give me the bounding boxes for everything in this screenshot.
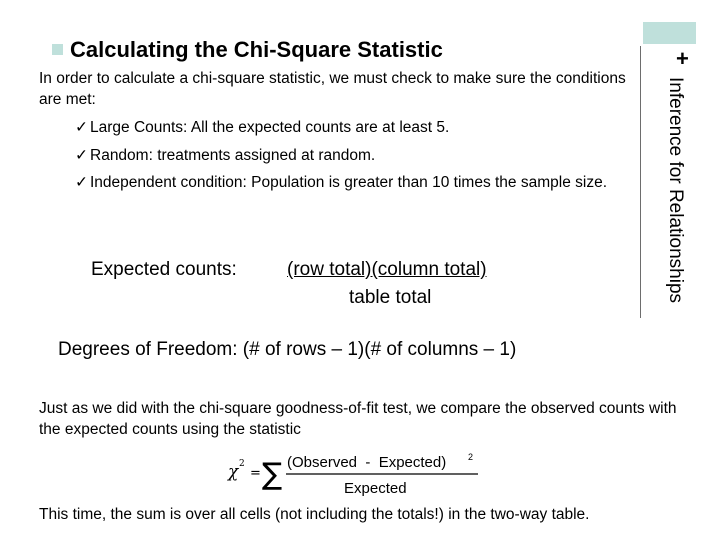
expected-counts-numerator: (row total)(column total): [287, 259, 487, 280]
sum-paragraph: This time, the sum is over all cells (not including the totals!) in the two-way table.: [39, 506, 590, 523]
slide-title: Calculating the Chi-Square Statistic: [70, 37, 443, 62]
header-accent-bar: [643, 22, 696, 44]
formula-numerator-exponent: 2: [468, 452, 474, 462]
chi-symbol: χ: [228, 462, 239, 482]
condition-item: [75, 172, 635, 193]
check-icon: ✓: [75, 146, 88, 164]
condition-text: Large Counts: All the expected counts are at least 5.: [90, 119, 450, 136]
formula-numerator: (Observed - Expected): [287, 454, 447, 471]
sum-symbol: ∑: [262, 457, 283, 492]
expected-counts-denominator: table total: [349, 287, 432, 308]
side-divider: [640, 46, 641, 318]
compare-paragraph: Just as we did with the chi-square goodness-of-fit test, we compare the observed counts with the expected counts using the statistic: [39, 400, 677, 438]
condition-text: Random: treatments assigned at random.: [90, 147, 376, 164]
condition-text: Independent condition: Population is greater than 10 times the sample size.: [90, 174, 607, 191]
plus-icon: +: [676, 46, 689, 71]
chi-superscript: 2: [239, 459, 245, 469]
equals-sign: =: [250, 466, 261, 481]
chi-square-formula: [226, 450, 486, 500]
check-icon: ✓: [75, 118, 88, 136]
side-section-label: Inference for Relationships: [665, 77, 686, 304]
check-icon: ✓: [75, 173, 88, 191]
intro-text: In order to calculate a chi-square statistic, we must check to make sure the conditions are met:: [39, 70, 626, 108]
expected-counts-label: Expected counts:: [91, 259, 237, 280]
degrees-of-freedom: Degrees of Freedom: (# of rows – 1)(# of columns – 1): [58, 339, 517, 360]
title-bullet-icon: [52, 44, 63, 55]
condition-item: [75, 117, 635, 138]
formula-denominator: Expected: [344, 480, 407, 497]
condition-item: [75, 145, 635, 166]
